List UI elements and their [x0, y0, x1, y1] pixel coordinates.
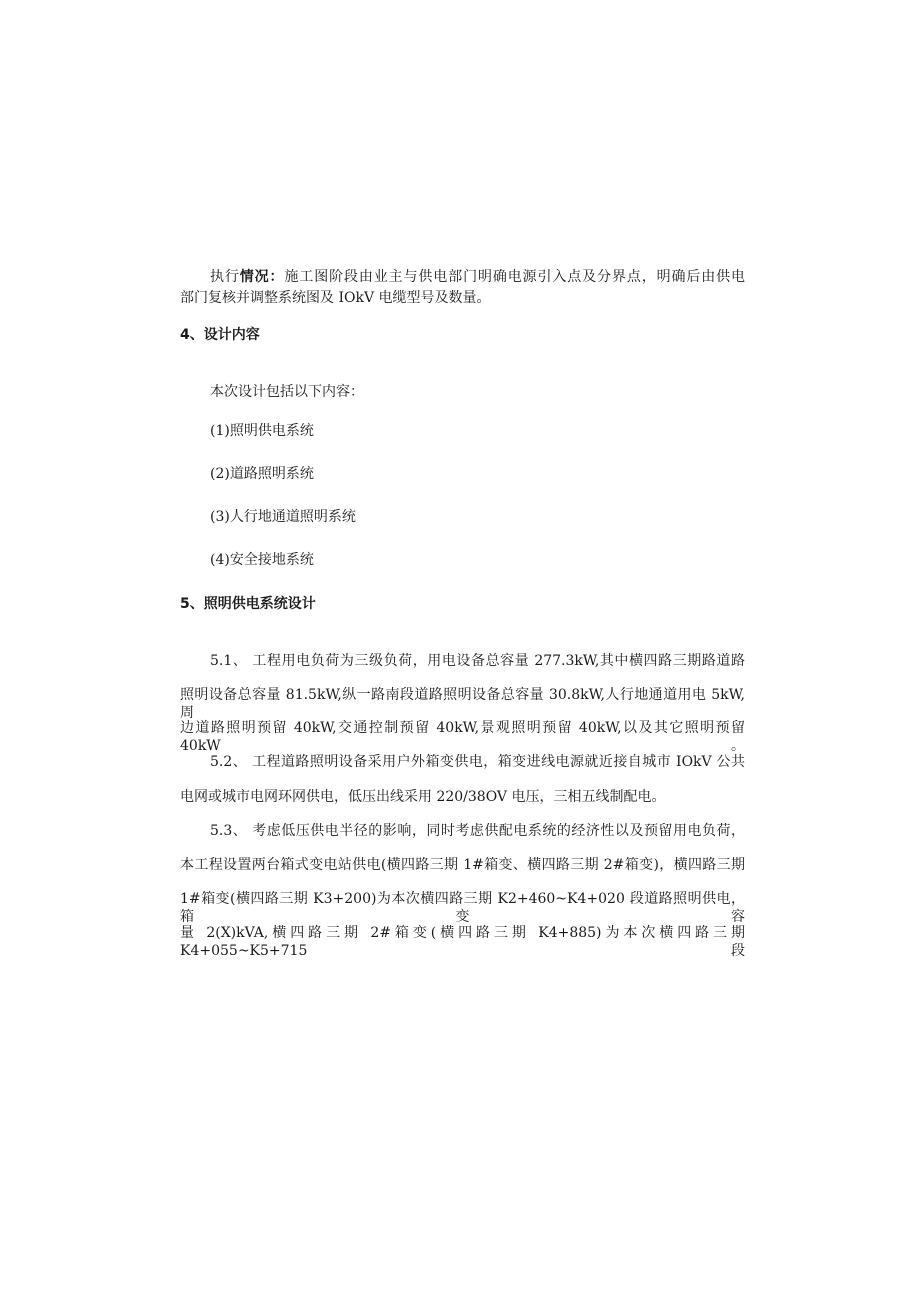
- paragraph-5-3-line: 量 2(X)kVA,横四路三期 2#箱变(横四路三期 K4+885)为本次横四路三期 K4+055~K5+715 段: [180, 925, 745, 959]
- execution-line-1-text: 施工图阶段由业主与供电部门明确电源引入点及分界点，明确后由供电: [284, 269, 746, 285]
- section-4-intro: 本次设计包括以下内容：: [210, 384, 364, 400]
- execution-line-2: 部门复核并调整系统图及 IOkV 电缆型号及数量。: [180, 290, 491, 306]
- paragraph-5-1-line: 5.1、 工程用电负荷为三级负荷，用电设备总容量 277.3kW,其中横四路三期路道路: [210, 653, 745, 669]
- paragraph-5-3-line: 5.3、 考虑低压供电半径的影响，同时考虑供配电系统的经济性以及预留用电负荷，: [210, 823, 745, 839]
- list-item: (2)道路照明系统: [210, 466, 314, 482]
- execution-label-prefix: 执行: [210, 269, 240, 285]
- execution-line-1: [210, 268, 745, 286]
- paragraph-5-2-line: 5.2、 工程道路照明设备采用户外箱变供电，箱变进线电源就近接自城市 IOkV 公共: [210, 754, 745, 770]
- section-4-heading: 4、设计内容: [180, 327, 260, 343]
- paragraph-5-1-line: 照明设备总容量 81.5kW,纵一路南段道路照明设备总容量 30.8kW,人行地通道用电 5kW,周: [180, 687, 745, 721]
- list-item: (4)安全接地系统: [210, 552, 314, 568]
- section-5-heading: 5、照明供电系统设计: [180, 596, 316, 612]
- execution-label-bold: 情况：: [239, 269, 285, 285]
- paragraph-5-1-line: 边道路照明预留 40kW,交通控制预留 40kW,景观照明预留 40kW,以及其它照明预留 40kW。: [180, 720, 745, 754]
- paragraph-5-3-line: 1#箱变(横四路三期 K3+200)为本次横四路三期 K2+460~K4+020 段道路照明供电，箱变容: [180, 891, 745, 925]
- paragraph-5-3-line: 本工程设置两台箱式变电站供电(横四路三期 1#箱变、横四路三期 2#箱变)，横四路三期: [180, 857, 745, 873]
- paragraph-5-2-line: 电网或城市电网环网供电，低压出线采用 220/38OV 电压，三相五线制配电。: [180, 789, 666, 805]
- list-item: (1)照明供电系统: [210, 423, 314, 439]
- list-item: (3)人行地通道照明系统: [210, 509, 356, 525]
